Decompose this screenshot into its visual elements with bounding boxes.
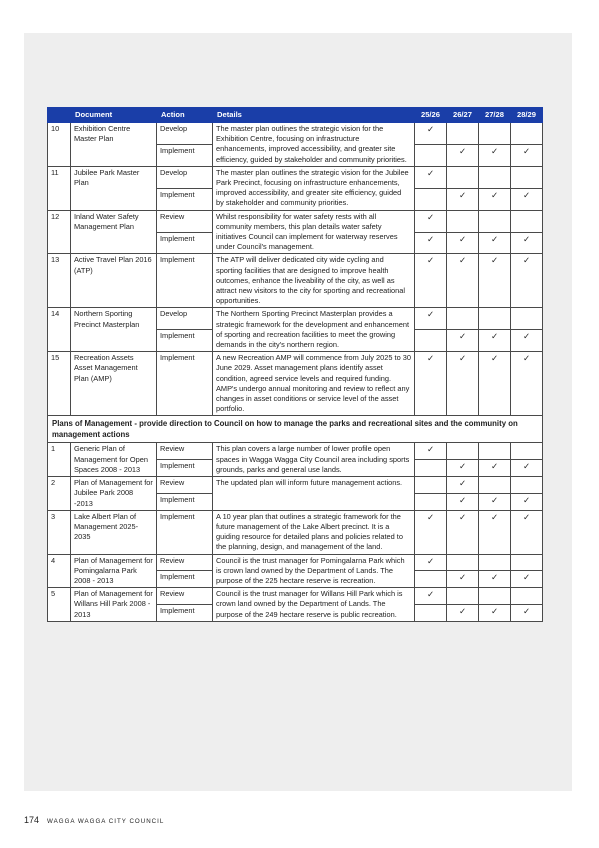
header-details: Details (213, 108, 415, 123)
details-text: Whilst responsibility for water safety rests with all community members, this plan details water safety initiatives Council can implement for waterway reserves under Council's management. (213, 210, 415, 254)
checkmark-icon: ✓ (479, 254, 511, 308)
year-cell-empty (447, 588, 479, 605)
document-name: Plan of Management for Pomingalarna Park 2008 - 2013 (71, 554, 157, 588)
document-name: Lake Albert Plan of Management 2025-2035 (71, 510, 157, 554)
year-cell-empty (447, 443, 479, 460)
year-cell-empty (511, 477, 543, 494)
details-text: Council is the trust manager for Willans Hill Park which is crown land owned by the Department of Lands. The purpose of the 249 hectare reserve is public recreation. (213, 588, 415, 622)
year-cell-empty (479, 166, 511, 188)
checkmark-icon: ✓ (447, 254, 479, 308)
document-name: Plan of Management for Willans Hill Park 2008 - 2013 (71, 588, 157, 622)
item-number: 14 (48, 308, 71, 352)
item-number: 15 (48, 352, 71, 416)
year-cell-empty (447, 554, 479, 571)
checkmark-icon: ✓ (447, 510, 479, 554)
page-number: 174 (24, 815, 40, 825)
year-cell-empty (511, 588, 543, 605)
item-number: 5 (48, 588, 71, 622)
checkmark-icon: ✓ (415, 352, 447, 416)
action-label: Implement (157, 254, 213, 308)
action-label: Implement (157, 460, 213, 477)
year-cell-empty (415, 571, 447, 588)
action-label: Implement (157, 232, 213, 254)
item-number: 11 (48, 166, 71, 210)
checkmark-icon: ✓ (447, 188, 479, 210)
header-action: Action (157, 108, 213, 123)
checkmark-icon: ✓ (479, 330, 511, 352)
header-year-2526: 25/26 (415, 108, 447, 123)
checkmark-icon: ✓ (511, 254, 543, 308)
checkmark-icon: ✓ (447, 604, 479, 621)
action-label: Implement (157, 493, 213, 510)
year-cell-empty (511, 166, 543, 188)
checkmark-icon: ✓ (511, 188, 543, 210)
section-title: Plans of Management - provide direction to Council on how to manage the parks and recreational sites and the community on management actions (48, 416, 543, 443)
year-cell-empty (511, 554, 543, 571)
checkmark-icon: ✓ (511, 571, 543, 588)
year-cell-empty (447, 166, 479, 188)
year-cell-empty (415, 604, 447, 621)
table-row (48, 166, 543, 188)
details-text: Council is the trust manager for Pomingalarna Park which is crown land owned by the Department of Lands. The purpose of the 225 hectare reserve is recreation. (213, 554, 415, 588)
checkmark-icon: ✓ (415, 232, 447, 254)
table-row (48, 588, 543, 605)
checkmark-icon: ✓ (415, 123, 447, 145)
table-row (48, 443, 543, 460)
action-label: Develop (157, 123, 213, 145)
action-label: Implement (157, 604, 213, 621)
item-number: 1 (48, 443, 71, 477)
year-cell-empty (511, 123, 543, 145)
document-name: Active Travel Plan 2016 (ATP) (71, 254, 157, 308)
year-cell-empty (479, 210, 511, 232)
strategic-plans-body (48, 123, 543, 416)
year-cell-empty (447, 308, 479, 330)
checkmark-icon: ✓ (479, 460, 511, 477)
checkmark-icon: ✓ (447, 144, 479, 166)
table-header-row (48, 108, 543, 123)
document-name: Jubilee Park Master Plan (71, 166, 157, 210)
action-label: Implement (157, 510, 213, 554)
action-label: Review (157, 210, 213, 232)
action-label: Review (157, 588, 213, 605)
year-cell-empty (415, 477, 447, 494)
table-row (48, 510, 543, 554)
item-number: 13 (48, 254, 71, 308)
document-name: Exhibition Centre Master Plan (71, 123, 157, 167)
details-text: The ATP will deliver dedicated city wide cycling and sporting facilities that are designed to improve health outcomes, enhance the liveability of the city, as well as attract new visitors to the city for sporting and recreational opportunities. (213, 254, 415, 308)
document-name: Northern Sporting Precinct Masterplan (71, 308, 157, 352)
checkmark-icon: ✓ (447, 477, 479, 494)
checkmark-icon: ✓ (511, 460, 543, 477)
header-year-2627: 26/27 (447, 108, 479, 123)
item-number: 4 (48, 554, 71, 588)
checkmark-icon: ✓ (479, 232, 511, 254)
checkmark-icon: ✓ (415, 588, 447, 605)
year-cell-empty (479, 588, 511, 605)
checkmark-icon: ✓ (479, 571, 511, 588)
checkmark-icon: ✓ (415, 166, 447, 188)
table-row (48, 352, 543, 416)
page-footer (24, 815, 164, 825)
table-row (48, 308, 543, 330)
action-label: Implement (157, 571, 213, 588)
year-cell-empty (415, 188, 447, 210)
action-label: Implement (157, 352, 213, 416)
checkmark-icon: ✓ (447, 330, 479, 352)
year-cell-empty (511, 308, 543, 330)
table-row (48, 123, 543, 145)
checkmark-icon: ✓ (415, 554, 447, 571)
checkmark-icon: ✓ (479, 144, 511, 166)
year-cell-empty (479, 554, 511, 571)
document-name: Plan of Management for Jubilee Park 2008 -2013 (71, 477, 157, 511)
document-name: Inland Water Safety Management Plan (71, 210, 157, 254)
item-number: 12 (48, 210, 71, 254)
document-name: Generic Plan of Management for Open Spaces 2008 - 2013 (71, 443, 157, 477)
header-number (48, 108, 71, 123)
table-row (48, 254, 543, 308)
year-cell-empty (447, 210, 479, 232)
checkmark-icon: ✓ (447, 232, 479, 254)
checkmark-icon: ✓ (415, 308, 447, 330)
checkmark-icon: ✓ (511, 493, 543, 510)
year-cell-empty (479, 308, 511, 330)
action-label: Review (157, 443, 213, 460)
table-row (48, 554, 543, 571)
year-cell-empty (511, 443, 543, 460)
checkmark-icon: ✓ (511, 232, 543, 254)
checkmark-icon: ✓ (447, 571, 479, 588)
action-label: Review (157, 477, 213, 494)
year-cell-empty (415, 460, 447, 477)
checkmark-icon: ✓ (511, 352, 543, 416)
year-cell-empty (511, 210, 543, 232)
action-label: Develop (157, 308, 213, 330)
plans-table (47, 107, 543, 622)
section-header-row (48, 416, 543, 443)
action-label: Review (157, 554, 213, 571)
year-cell-empty (415, 493, 447, 510)
checkmark-icon: ✓ (447, 460, 479, 477)
details-text: A new Recreation AMP will commence from July 2025 to 30 June 2029. Asset management plans identify asset condition, agreed service levels and required funding. AMP's undergo annual monitoring and review to reflect any changes in asset conditions or service level of the asset portfolio. (213, 352, 415, 416)
organisation-name: WAGGA WAGGA CITY COUNCIL (47, 818, 165, 825)
item-number: 3 (48, 510, 71, 554)
details-text: The master plan outlines the strategic vision for the Jubilee Park Precinct, focusing on infrastructure enhancements, improved accessibility, and greater site efficiency, guided by stakeholder and community priorities. (213, 166, 415, 210)
table-row (48, 210, 543, 232)
checkmark-icon: ✓ (415, 443, 447, 460)
document-name: Recreation Assets Asset Management Plan (AMP) (71, 352, 157, 416)
checkmark-icon: ✓ (479, 510, 511, 554)
checkmark-icon: ✓ (511, 604, 543, 621)
year-cell-empty (415, 330, 447, 352)
header-year-2829: 28/29 (511, 108, 543, 123)
action-label: Implement (157, 188, 213, 210)
checkmark-icon: ✓ (479, 352, 511, 416)
details-text: The Northern Sporting Precinct Masterplan provides a strategic framework for the development and enhancement of sporting and recreation facilities to meet the growing demands in the city's northern region. (213, 308, 415, 352)
year-cell-empty (415, 144, 447, 166)
action-label: Implement (157, 330, 213, 352)
header-document: Document (71, 108, 157, 123)
item-number: 2 (48, 477, 71, 511)
checkmark-icon: ✓ (511, 144, 543, 166)
action-label: Develop (157, 166, 213, 188)
details-text: A 10 year plan that outlines a strategic framework for the future management of the Lake Albert precinct. It is a guiding resource for detailed plans and policies related to the planning, design, and management of the land. (213, 510, 415, 554)
checkmark-icon: ✓ (511, 510, 543, 554)
checkmark-icon: ✓ (447, 493, 479, 510)
checkmark-icon: ✓ (479, 493, 511, 510)
year-cell-empty (479, 477, 511, 494)
checkmark-icon: ✓ (447, 352, 479, 416)
section-header-body (48, 416, 543, 443)
year-cell-empty (479, 123, 511, 145)
item-number: 10 (48, 123, 71, 167)
checkmark-icon: ✓ (511, 330, 543, 352)
checkmark-icon: ✓ (415, 510, 447, 554)
checkmark-icon: ✓ (479, 604, 511, 621)
details-text: The master plan outlines the strategic vision for the Exhibition Centre, focusing on infrastructure enhancements, improved accessibility, and greater site efficiency, guided by stakeholder and community priorities. (213, 123, 415, 167)
checkmark-icon: ✓ (415, 210, 447, 232)
table-row (48, 477, 543, 494)
year-cell-empty (479, 443, 511, 460)
header-year-2728: 27/28 (479, 108, 511, 123)
plans-of-management-body (48, 443, 543, 621)
action-label: Implement (157, 144, 213, 166)
details-text: This plan covers a large number of lower profile open spaces in Wagga Wagga City Council area including sports grounds, parks and general use lands. (213, 443, 415, 477)
checkmark-icon: ✓ (415, 254, 447, 308)
checkmark-icon: ✓ (479, 188, 511, 210)
year-cell-empty (447, 123, 479, 145)
details-text: The updated plan will inform future management actions. (213, 477, 415, 511)
